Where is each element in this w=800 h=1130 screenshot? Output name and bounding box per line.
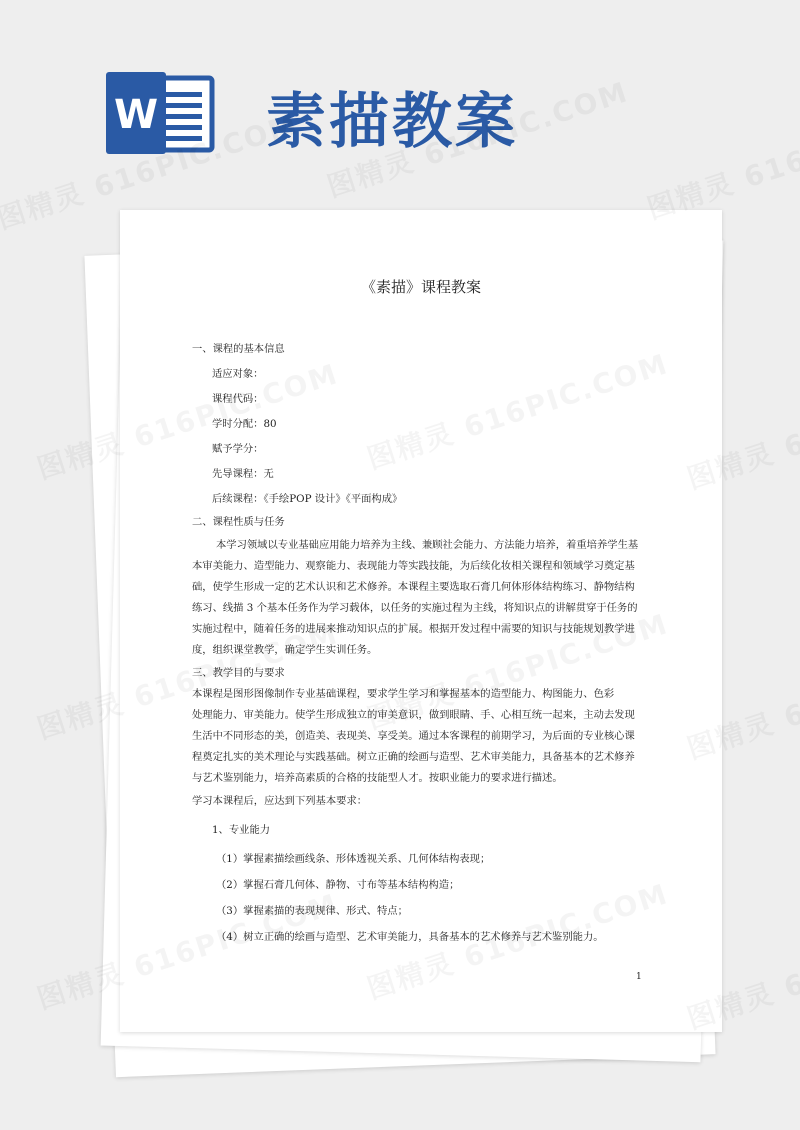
section-heading: 二、课程性质与任务 [192, 516, 285, 528]
word-icon [100, 68, 218, 158]
document-title: 《素描》课程教案 [360, 278, 481, 296]
word-letter: W [113, 92, 159, 138]
paragraph-line: 本学习领域以专业基础应用能力培养为主线、兼顾社会能力、方法能力培养，着重培养学生基 [216, 539, 639, 551]
document-body [120, 210, 722, 1032]
paragraph-line: 本课程是图形图像制作专业基础课程，要求学生学习和掌握基本的造型能力、构图能力、色彩 [192, 688, 615, 700]
info-line: 后续课程：《手绘POP 设计》《平面构成》 [212, 493, 403, 505]
info-line: 先导课程：无 [212, 468, 274, 480]
paragraph-line: 学习本课程后，应达到下列基本要求： [192, 795, 368, 807]
paragraph-line: 练习、线描 3 个基本任务作为学习载体，以任务的实施过程为主线，将知识点的讲解贯穿于任务的 [192, 602, 638, 614]
paragraph-line: 度，组织课堂教学，确定学生实训任务。 [192, 644, 378, 656]
header [0, 0, 800, 200]
info-line: 学时分配：80 [212, 418, 277, 430]
page-number: 1 [636, 972, 642, 982]
info-line: 赋予学分： [212, 443, 264, 455]
list-item: （2）掌握石膏几何体、静物、寸布等基本结构构造； [216, 879, 460, 891]
paragraph-line: 实施过程中，随着任务的进展来推动知识点的扩展。根据开发过程中需要的知识与技能规划教学进 [192, 623, 635, 635]
paragraph-line: 程奠定扎实的美术理论与实践基础。树立正确的绘画与造型、艺术审美能力，具备基本的艺术修养 [192, 751, 635, 763]
paragraph-line: 处理能力、审美能力。使学生形成独立的审美意识，做到眼睛、手、心相互统一起来，主动去发现 [192, 709, 635, 721]
list-item: （3）掌握素描的表现规律、形式、特点； [216, 905, 408, 917]
paragraph-line: 本审美能力、造型能力、观察能力、表现能力等实践技能，为后续化妆相关课程和领域学习奠定基 [192, 560, 635, 572]
header-title: 素描教案 [266, 87, 518, 157]
paragraph-line: 生活中不同形态的美，创造美、表现美、享受美。通过本客课程的前期学习，为后面的专业核心课 [192, 730, 635, 742]
paragraph-line: 础，使学生形成一定的艺术认识和艺术修养。本课程主要选取石膏几何体形体结构练习、静物结构 [192, 581, 635, 593]
subsection-heading: 1、专业能力 [212, 824, 271, 836]
list-item: （1）掌握素描绘画线条、形体透视关系、几何体结构表现； [216, 853, 491, 865]
list-item: （4）树立正确的绘画与造型、艺术审美能力，具备基本的艺术修养与艺术鉴别能力。 [216, 931, 604, 943]
paragraph-line: 与艺术鉴别能力，培养高素质的合格的技能型人才。按职业能力的要求进行描述。 [192, 772, 563, 784]
section-heading: 一、课程的基本信息 [192, 343, 285, 355]
document-page [120, 210, 722, 1032]
section-heading: 三、教学目的与要求 [192, 667, 285, 679]
info-line: 适应对象： [212, 368, 264, 380]
info-line: 课程代码： [212, 393, 264, 405]
